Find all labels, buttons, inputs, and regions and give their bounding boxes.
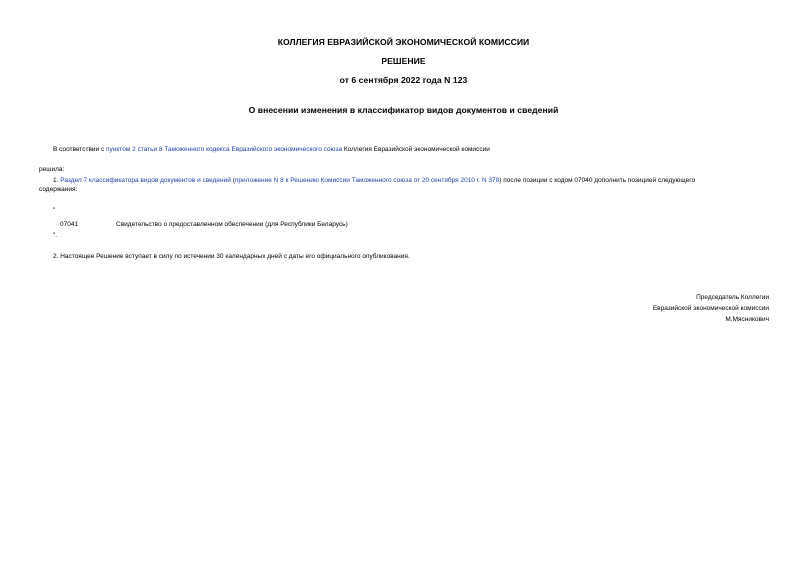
item-1-text-b: ) после позиции с кодом 07040 дополнить позицией следующего bbox=[499, 177, 696, 184]
item-1-continuation: содержания: bbox=[39, 186, 78, 193]
item-1 bbox=[53, 177, 695, 185]
insert-open-quote: " bbox=[53, 207, 56, 214]
preamble-text-end: Коллегия Евразийской экономической комиссии bbox=[342, 146, 490, 153]
decided-label: решила: bbox=[39, 166, 65, 173]
item-2: 2. Настоящее Решение вступает в силу по истечении 30 календарных дней с даты его официального опубликования. bbox=[53, 253, 410, 260]
doc-date: от 6 сентября 2022 года N 123 bbox=[339, 75, 468, 85]
preamble bbox=[53, 146, 490, 154]
insert-code: 07041 bbox=[60, 221, 79, 228]
doc-subject: О внесении изменения в классификатор видов документов и сведений bbox=[248, 105, 559, 115]
classifier-section-link[interactable]: Раздел 7 классификатора видов документов и сведений bbox=[60, 177, 231, 184]
org-title: КОЛЛЕГИЯ ЕВРАЗИЙСКОЙ ЭКОНОМИЧЕСКОЙ КОМИССИИ bbox=[277, 37, 530, 47]
insert-description: Свидетельство о предоставленном обеспечении (для Республики Беларусь) bbox=[116, 221, 348, 228]
item-1-text-a: ( bbox=[230, 177, 235, 184]
item-1-number: 1. bbox=[53, 177, 61, 184]
customs-code-link[interactable]: пунктом 2 статьи 8 Таможенного кодекса Евразийского экономического союза bbox=[106, 146, 343, 153]
insert-close-quote: ". bbox=[53, 232, 58, 239]
appendix-link[interactable]: приложение N 8 к Решению Комиссии Таможенного союза от 20 сентября 2010 г. N 378 bbox=[234, 177, 500, 184]
signature-org: Евразийской экономической комиссии bbox=[652, 305, 769, 312]
signature-title: Председатель Коллегии bbox=[696, 294, 769, 301]
preamble-text-start: В соответствии с bbox=[53, 146, 107, 153]
signature-name: М.Мясникович bbox=[725, 316, 769, 323]
doc-type: РЕШЕНИЕ bbox=[381, 56, 426, 66]
